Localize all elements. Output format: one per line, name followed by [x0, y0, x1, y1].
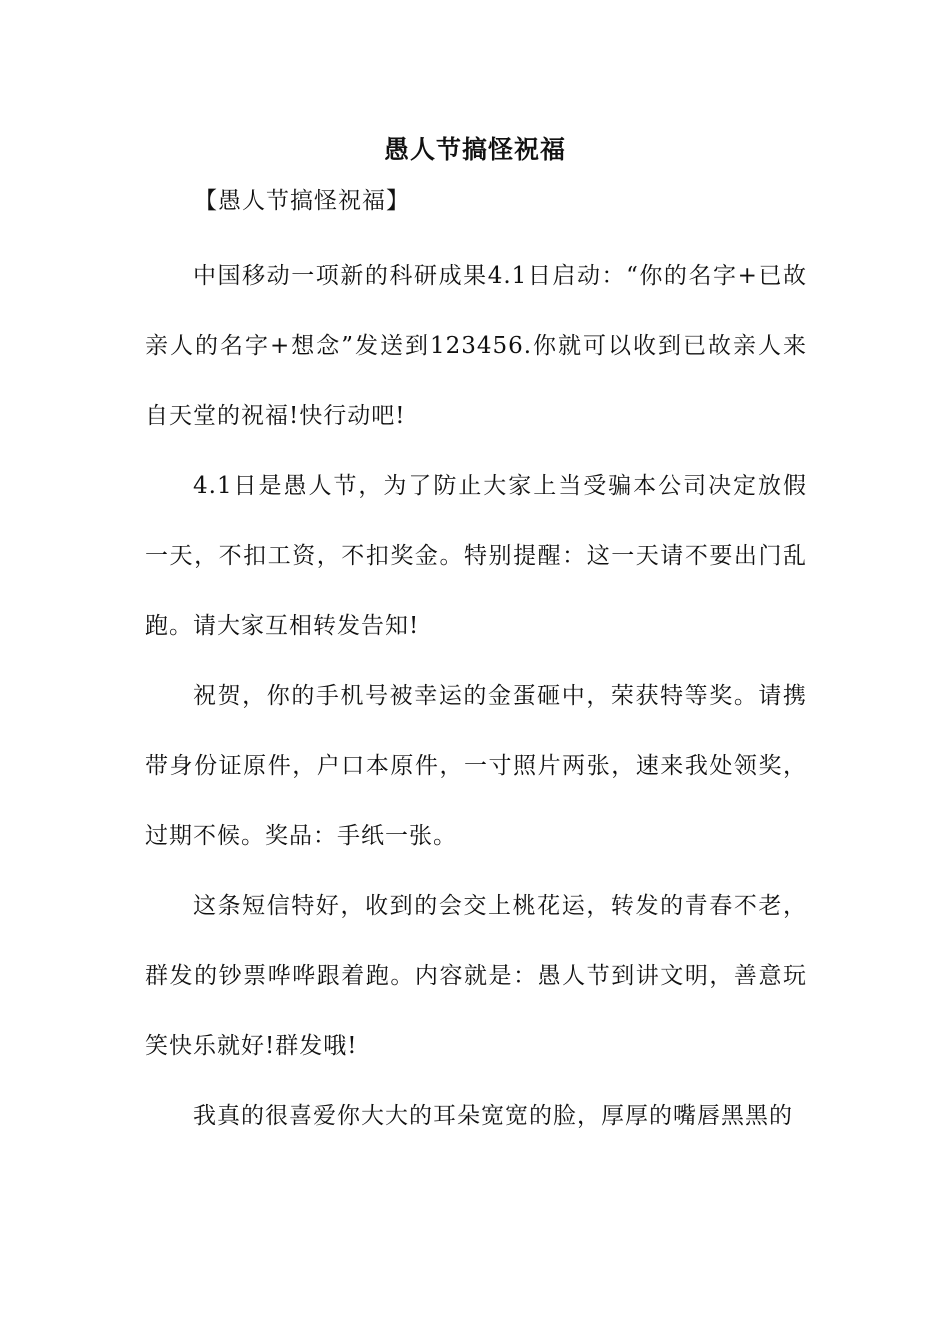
paragraph: 中国移动一项新的科研成果4.1日启动：“你的名字+已故亲人的名字+想念”发送到123456.你就可以收到已故亲人来自天堂的祝福!快行动吧!: [145, 263, 807, 429]
document-title: 愚人节搞怪祝福: [383, 135, 566, 164]
paragraph: 祝贺，你的手机号被幸运的金蛋砸中，荣获特等奖。请携带身份证原件，户口本原件，一寸照片两张，速来我处领奖，过期不候。奖品：手纸一张。: [145, 683, 807, 849]
paragraph: 这条短信特好，收到的会交上桃花运，转发的青春不老，群发的钞票哗哗跟着跑。内容就是：愚人节到讲文明，善意玩笑快乐就好!群发哦!: [145, 893, 807, 1059]
document-subtitle: 【愚人节搞怪祝福】: [194, 188, 410, 214]
paragraph: 我真的很喜爱你大大的耳朵宽宽的脸，厚厚的嘴唇黑黑的: [193, 1103, 793, 1129]
document-body: [145, 241, 807, 1151]
paragraph: 4.1日是愚人节，为了防止大家上当受骗本公司决定放假一天，不扣工资，不扣奖金。特别提醒：这一天请不要出门乱跑。请大家互相转发告知!: [145, 473, 807, 639]
